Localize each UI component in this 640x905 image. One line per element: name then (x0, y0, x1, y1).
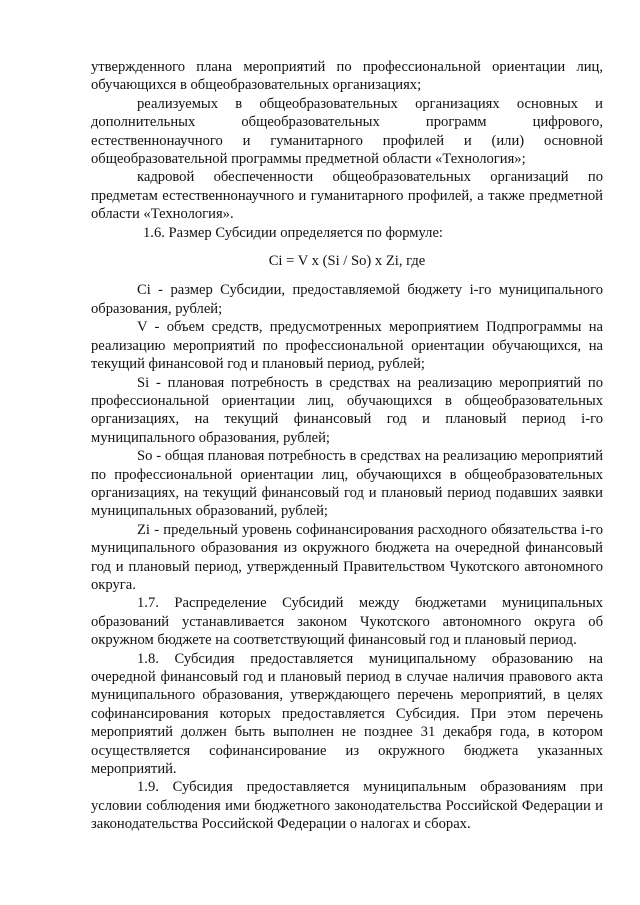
subsidy-formula: Ci = V x (Si / So) x Zi, где (268, 253, 426, 270)
definition-ci: Ci - размер Субсидии, предоставляемой бюджету i-го муниципального образования, рублей; (91, 282, 603, 317)
document-page (91, 58, 603, 834)
definition-v: V - объем средств, предусмотренных мероприятием Подпрограммы на реализацию мероприятий по профессиональной ориентации обучающихся, на текущий финансовой год и плановый период, рублей; (91, 319, 603, 373)
paragraph-staffing: кадровой обеспеченности общеобразовательных организаций по предметам естественнонаучного и гуманитарного профилей, а также предметной области «Технология». (91, 169, 603, 223)
paragraph-programs: реализуемых в общеобразовательных организациях основных и дополнительных общеобразовательных программ цифрового, естественнонаучного и гуманитарного профилей и (или) основной общеобразовательной программы предметной области «Технология»; (91, 95, 603, 168)
definition-si: Si - плановая потребность в средствах на реализацию мероприятий по профессиональной ориентации лиц, обучающихся в общеобразовательных организациях, на текущий финансовый год и плановый период i-го муниципального образования, рублей; (91, 374, 603, 446)
clause-1-8: 1.8. Субсидия предоставляется муниципальному образованию на очередной финансовый год и плановый период в случае наличия правового акта муниципального образования, утверждающего перечень мероприятий, в целях софинансирования которых предоставляется Субсидия. При этом перечень мероприятий должен быть выполнен не позднее 31 декабря года, в котором осуществляется софинансирование из окружного бюджета указанных мероприятий. (91, 650, 603, 778)
definition-so: So - общая плановая потребность в средствах на реализацию мероприятий по профессиональной ориентации лиц, обучающихся в общеобразовательных организациях, на текущий финансовый год и плановый период подавших заявки муниципальных образований, рублей; (91, 448, 603, 520)
clause-1-6: 1.6. Размер Субсидии определяется по формуле: (143, 224, 443, 241)
definition-zi: Zi - предельный уровень софинансирования расходного обязательства i-го муниципального образования из окружного бюджета на очередной финансовый год и плановый период, утвержденный Правительством Чукотского автономного округа. (91, 521, 603, 593)
clause-1-9: 1.9. Субсидия предоставляется муниципальным образованиям при условии соблюдения ими бюджетного законодательства Российской Федерации и законодательства Российской Федерации о налогах и сборах. (91, 779, 603, 833)
paragraph-plan-measures: утвержденного плана мероприятий по профессиональной ориентации лиц, обучающихся в общеобразовательных организациях; (91, 59, 603, 94)
clause-1-7: 1.7. Распределение Субсидий между бюджетами муниципальных образований устанавливается законом Чукотского автономного округа об окружном бюджете на соответствующий финансовый год и плановый период. (91, 595, 603, 649)
